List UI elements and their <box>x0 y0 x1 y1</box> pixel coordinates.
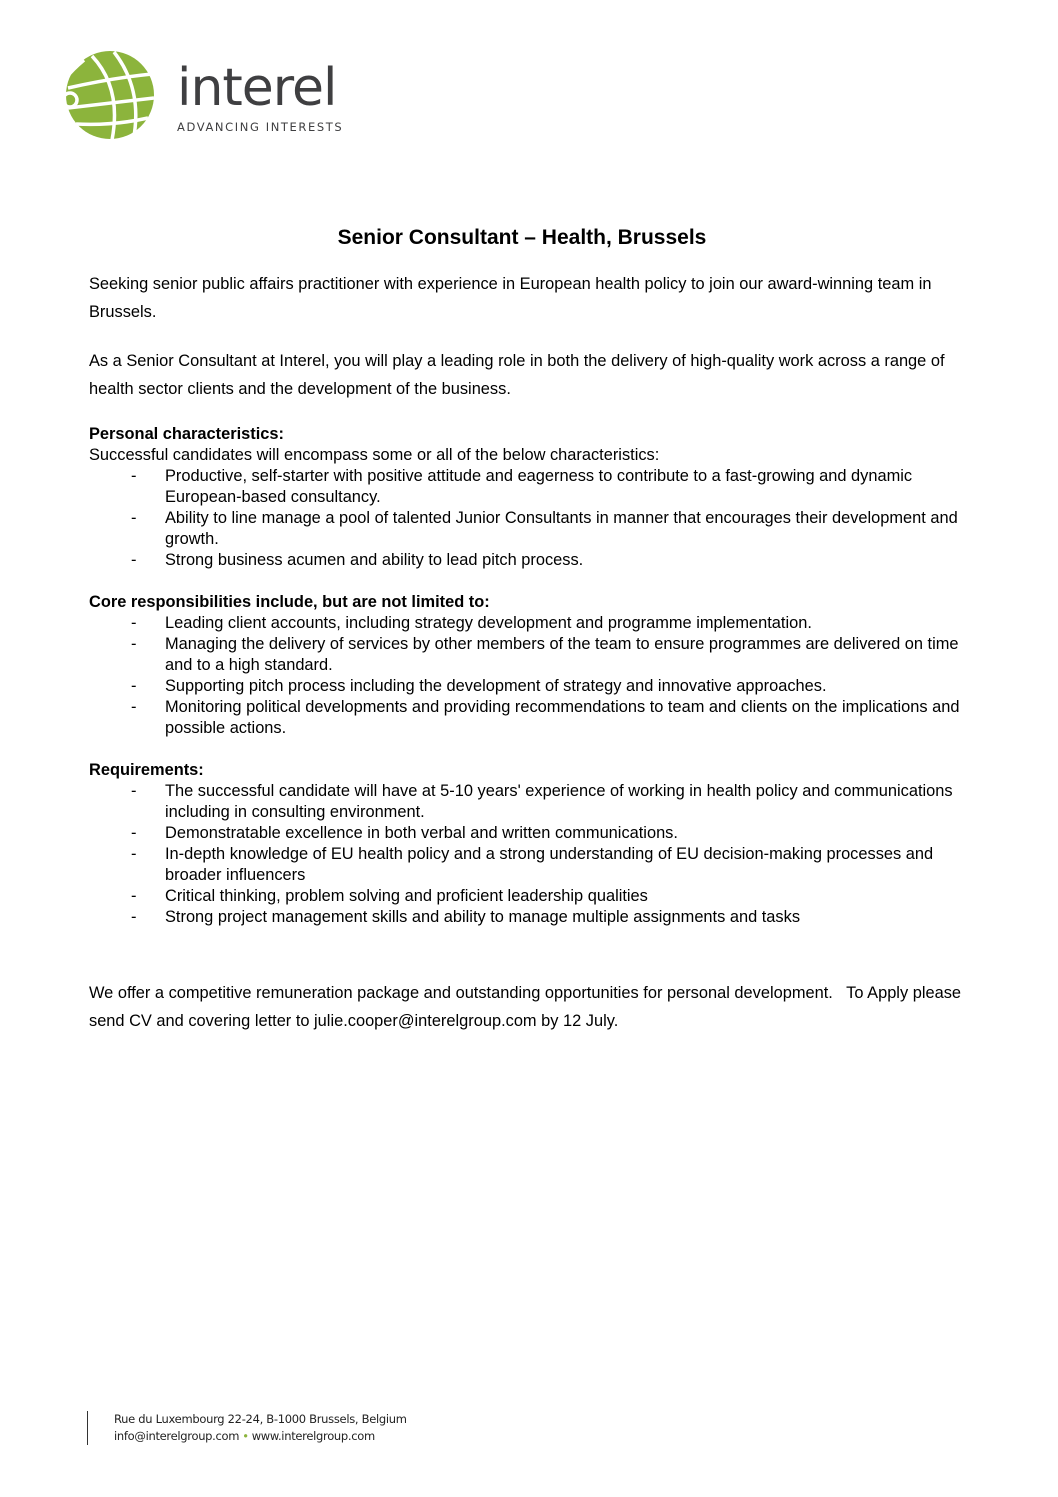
footer-address: Rue du Luxembourg 22-24, B-1000 Brussels, Belgium <box>114 1412 407 1426</box>
dash-bullet-icon: - <box>131 614 137 632</box>
dash-bullet-icon: - <box>131 782 137 800</box>
intro-paragraph: As a Senior Consultant at Interel, you will play a leading role in both the delivery of high-quality work across a range of health sector clients and the development of the business. <box>89 352 945 398</box>
offer-paragraph: We offer a competitive remuneration package and outstanding opportunities for personal development. To Apply please send CV and covering letter to julie.cooper@interelgroup.com by 12 July. <box>89 984 961 1030</box>
globe-icon <box>62 48 167 143</box>
section-heading: Requirements: <box>89 761 204 779</box>
list-item: - Productive, self-starter with positive attitude and eagerness to contribute to a fast-growing and dynamic European-based consultancy. <box>131 467 913 506</box>
dash-bullet-icon: - <box>131 551 137 569</box>
dash-bullet-icon: - <box>131 824 137 842</box>
dash-bullet-icon: - <box>131 509 137 527</box>
footer-email-link[interactable]: info@interelgroup.com <box>114 1429 240 1443</box>
list-item: - Ability to line manage a pool of talented Junior Consultants in manner that encourages their development and growth. <box>131 509 958 548</box>
list-item: - Demonstratable excellence in both verbal and written communications. <box>131 824 678 842</box>
dash-bullet-icon: - <box>131 698 137 716</box>
section-core-responsibilities <box>89 592 961 739</box>
bullet-list <box>89 466 961 571</box>
list-item: - Leading client accounts, including strategy development and programme implementation. <box>131 614 812 632</box>
dash-bullet-icon: - <box>131 467 137 485</box>
section-requirements <box>89 760 961 928</box>
section-heading: Personal characteristics: <box>89 425 284 443</box>
list-item: - Strong project management skills and ability to manage multiple assignments and tasks <box>131 908 801 926</box>
dash-bullet-icon: - <box>131 908 137 926</box>
list-item: - The successful candidate will have at 5-10 years' experience of working in health policy and communications including in consulting environment. <box>131 782 953 821</box>
list-item: - Monitoring political developments and providing recommendations to team and clients on the implications and possible actions. <box>131 698 960 737</box>
document-body <box>89 270 961 1051</box>
company-logo <box>62 48 352 143</box>
list-item: - Critical thinking, problem solving and proficient leadership qualities <box>131 887 648 905</box>
dash-bullet-icon: - <box>131 677 137 695</box>
intro-paragraph: Seeking senior public affairs practitioner with experience in European health policy to join our award-winning team in Brussels. <box>89 275 932 321</box>
dash-bullet-icon: - <box>131 887 137 905</box>
bullet-separator-icon: • <box>242 1429 249 1443</box>
footer-website-link[interactable]: www.interelgroup.com <box>251 1429 375 1443</box>
list-item: - Strong business acumen and ability to lead pitch process. <box>131 551 584 569</box>
list-item: - In-depth knowledge of EU health policy and a strong understanding of EU decision-making processes and broader influencers <box>131 845 934 884</box>
dash-bullet-icon: - <box>131 845 137 863</box>
logo-wordmark: interel <box>177 58 337 118</box>
bullet-list <box>89 613 961 739</box>
section-personal-characteristics <box>89 424 961 571</box>
section-heading: Core responsibilities include, but are not limited to: <box>89 593 490 611</box>
list-item: - Supporting pitch process including the development of strategy and innovative approaches. <box>131 677 827 695</box>
footer-contact <box>114 1428 407 1445</box>
logo-tagline: ADVANCING INTERESTS <box>177 120 344 134</box>
page-title: Senior Consultant – Health, Brussels <box>337 226 707 250</box>
section-lead: Successful candidates will encompass some or all of the below characteristics: <box>89 446 660 464</box>
dash-bullet-icon: - <box>131 635 137 653</box>
page-footer <box>87 1411 407 1445</box>
list-item: - Managing the delivery of services by other members of the team to ensure programmes are delivered on time and to a high standard. <box>131 635 959 674</box>
bullet-list <box>89 781 961 928</box>
